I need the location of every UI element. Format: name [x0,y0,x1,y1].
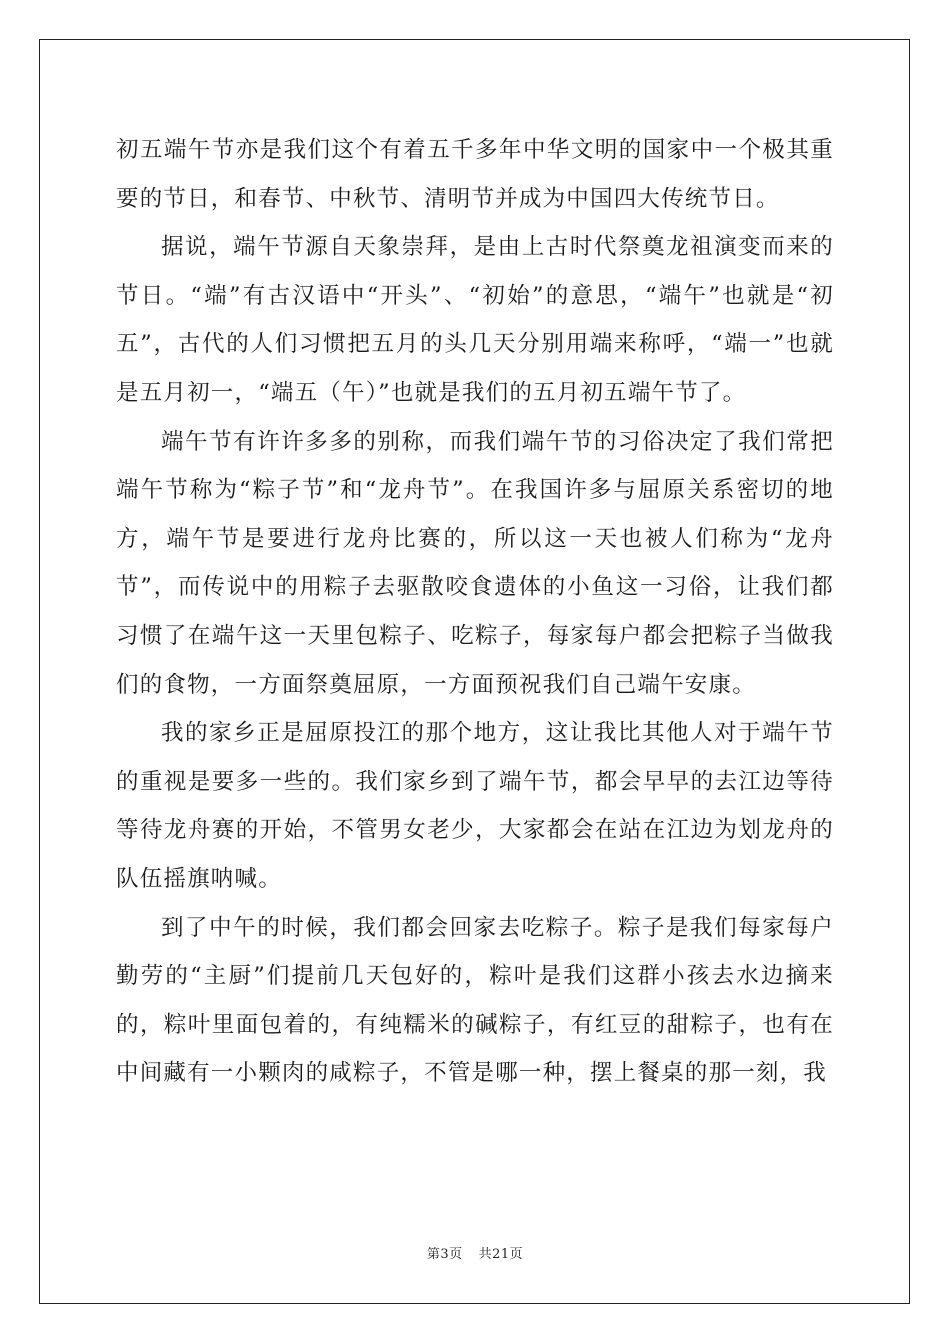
paragraph: 据说，端午节源自天象崇拜，是由上古时代祭奠龙祖演变而来的节日。“端”有古汉语中“开头”、“初始”的意思，“端午”也就是“初五”，古代的人们习惯把五月的头几天分别用端来称呼，“端一”也就是五月初一，“端五（午）”也就是我们的五月初五端午节了。 [116,234,834,406]
document-body [116,126,834,1098]
page-total: 共21页 [478,1247,524,1262]
paragraph: 初五端午节亦是我们这个有着五千多年中华文明的国家中一个极其重要的节日，和春节、中秋节、清明节并成为中国四大传统节日。 [116,137,834,212]
page-number: 第3页 [426,1247,463,1262]
paragraph: 端午节有许许多多的别称，而我们端午节的习俗决定了我们常把端午节称为“粽子节”和“龙舟节”。在我国许多与屈原关系密切的地方，端午节是要进行龙舟比赛的，所以这一天也被人们称为“龙舟节”，而传说中的用粽子去驱散咬食遗体的小鱼这一习俗，让我们都习惯了在端午这一天里包粽子、吃粽子，每家每户都会把粽子当做我们的食物，一方面祭奠屈原，一方面预祝我们自己端午安康。 [116,428,834,698]
page-footer [0,1243,950,1262]
paragraph: 到了中午的时候，我们都会回家去吃粽子。粽子是我们每家每户勤劳的“主厨”们提前几天包好的，粽叶是我们这群小孩去水边摘来的，粽叶里面包着的，有纯糯米的碱粽子，有红豆的甜粽子，也有在中间藏有一小颗肉的咸粽子，不管是哪一种，摆上餐桌的那一刻，我 [116,914,834,1087]
paragraph: 我的家乡正是屈原投江的那个地方，这让我比其他人对于端午节的重视是要多一些的。我们家乡到了端午节，都会早早的去江边等待等待龙舟赛的开始，不管男女老少，大家都会在站在江边为划龙舟的队伍摇旗呐喊。 [116,720,834,892]
